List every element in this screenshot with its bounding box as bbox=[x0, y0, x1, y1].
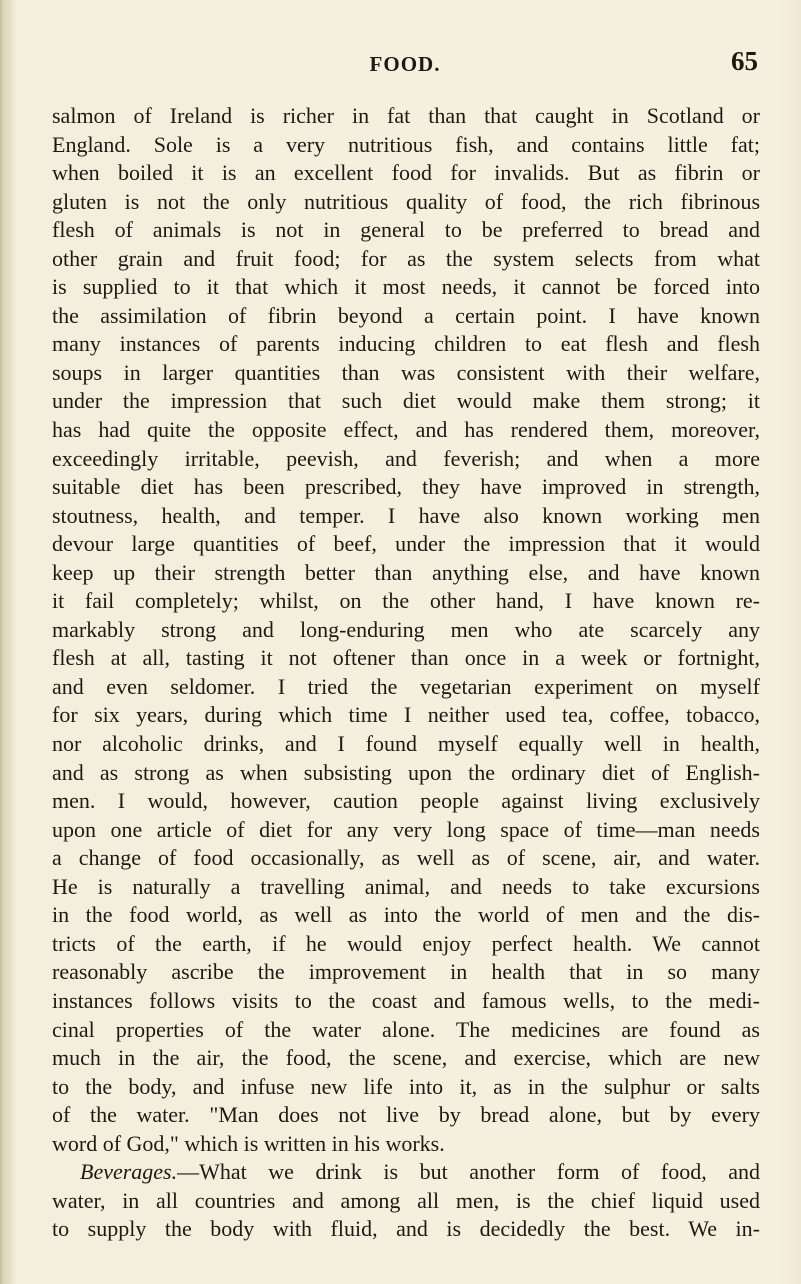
text-line: markably strong and long-enduring men who ate scarcely any bbox=[52, 616, 760, 642]
text-line: exceedingly irritable, peevish, and feverish; and when a more bbox=[52, 445, 760, 471]
text-line: upon one article of diet for any very long space of time—man needs bbox=[52, 816, 760, 842]
text-line: reasonably ascribe the improvement in health that in so many bbox=[52, 959, 760, 985]
text-line: when boiled it is an excellent food for invalids. But as fibrin or bbox=[52, 160, 760, 186]
text-line: water, in all countries and among all men, is the chief liquid used bbox=[52, 1187, 760, 1213]
text-line: men. I would, however, caution people against living exclusively bbox=[52, 788, 760, 814]
text-line: is supplied to it that which it most needs, it cannot be forced into bbox=[52, 274, 760, 300]
text-line: soups in larger quantities than was consistent with their welfare, bbox=[52, 359, 760, 385]
page-gutter-edge bbox=[0, 0, 16, 1284]
text-line: and even seldomer. I tried the vegetarian experiment on myself bbox=[52, 673, 760, 699]
text-line: suitable diet has been prescribed, they have improved in strength, bbox=[52, 474, 760, 500]
text-line: many instances of parents inducing children to eat flesh and flesh bbox=[52, 331, 760, 357]
text-line: stoutness, health, and temper. I have also known working men bbox=[52, 502, 760, 528]
text-line: under the impression that such diet would make them strong; it bbox=[52, 388, 760, 414]
text-line: He is naturally a travelling animal, and needs to take excursions bbox=[52, 873, 760, 899]
text-line: and as strong as when subsisting upon the ordinary diet of English- bbox=[52, 759, 760, 785]
text-line: to supply the body with fluid, and is decidedly the best. We in- bbox=[52, 1216, 760, 1242]
text-line: for six years, during which time I neither used tea, coffee, tobacco, bbox=[52, 702, 760, 728]
page-header bbox=[52, 46, 758, 82]
text-line: keep up their strength better than anything else, and have known bbox=[52, 559, 760, 585]
text-line: a change of food occasionally, as well as of scene, air, and water. bbox=[52, 845, 760, 871]
text-line: devour large quantities of beef, under the impression that it would bbox=[52, 531, 760, 557]
text-line: instances follows visits to the coast and famous wells, to the medi- bbox=[52, 987, 760, 1013]
beverages-paragraph-start bbox=[52, 1158, 760, 1187]
text-line: of the water. "Man does not live by bread alone, but by every bbox=[52, 1102, 760, 1128]
text-line: much in the air, the food, the scene, and exercise, which are new bbox=[52, 1045, 760, 1071]
text-line: other grain and fruit food; for as the system selects from what bbox=[52, 245, 760, 271]
page-number: 65 bbox=[731, 46, 758, 76]
text-line: flesh of animals is not in general to be preferred to bread and bbox=[52, 217, 760, 243]
text-line: the assimilation of fibrin beyond a certain point. I have known bbox=[52, 302, 760, 328]
text-line: salmon of Ireland is richer in fat than that caught in Scotland or bbox=[52, 103, 760, 128]
text-line: flesh at all, tasting it not oftener than once in a week or fortnight, bbox=[52, 645, 760, 671]
text-line: tricts of the earth, if he would enjoy perfect health. We cannot bbox=[52, 930, 760, 956]
paragraph-end-line: word of God," which is written in his works. bbox=[52, 1130, 445, 1156]
text-line: to the body, and infuse new life into it, as in the sulphur or salts bbox=[52, 1073, 760, 1099]
body-text bbox=[52, 102, 760, 1244]
running-head: FOOD. bbox=[369, 52, 441, 76]
text-line: gluten is not the only nutritious quality of food, the rich fibrinous bbox=[52, 188, 760, 214]
text-line: cinal properties of the water alone. The medicines are found as bbox=[52, 1016, 760, 1042]
text-line: in the food world, as well as into the world of men and the dis- bbox=[52, 902, 760, 928]
text-line: has had quite the opposite effect, and has rendered them, moreover, bbox=[52, 417, 760, 443]
text-line: England. Sole is a very nutritious fish, and contains little fat; bbox=[52, 131, 760, 157]
beverages-heading: Beverages. bbox=[80, 1159, 178, 1185]
text-line: nor alcoholic drinks, and I found myself equally well in health, bbox=[52, 731, 760, 757]
text-line: it fail completely; whilst, on the other hand, I have known re- bbox=[52, 588, 760, 614]
beverages-line-1-rest: —What we drink is but another form of food, and bbox=[177, 1159, 760, 1185]
